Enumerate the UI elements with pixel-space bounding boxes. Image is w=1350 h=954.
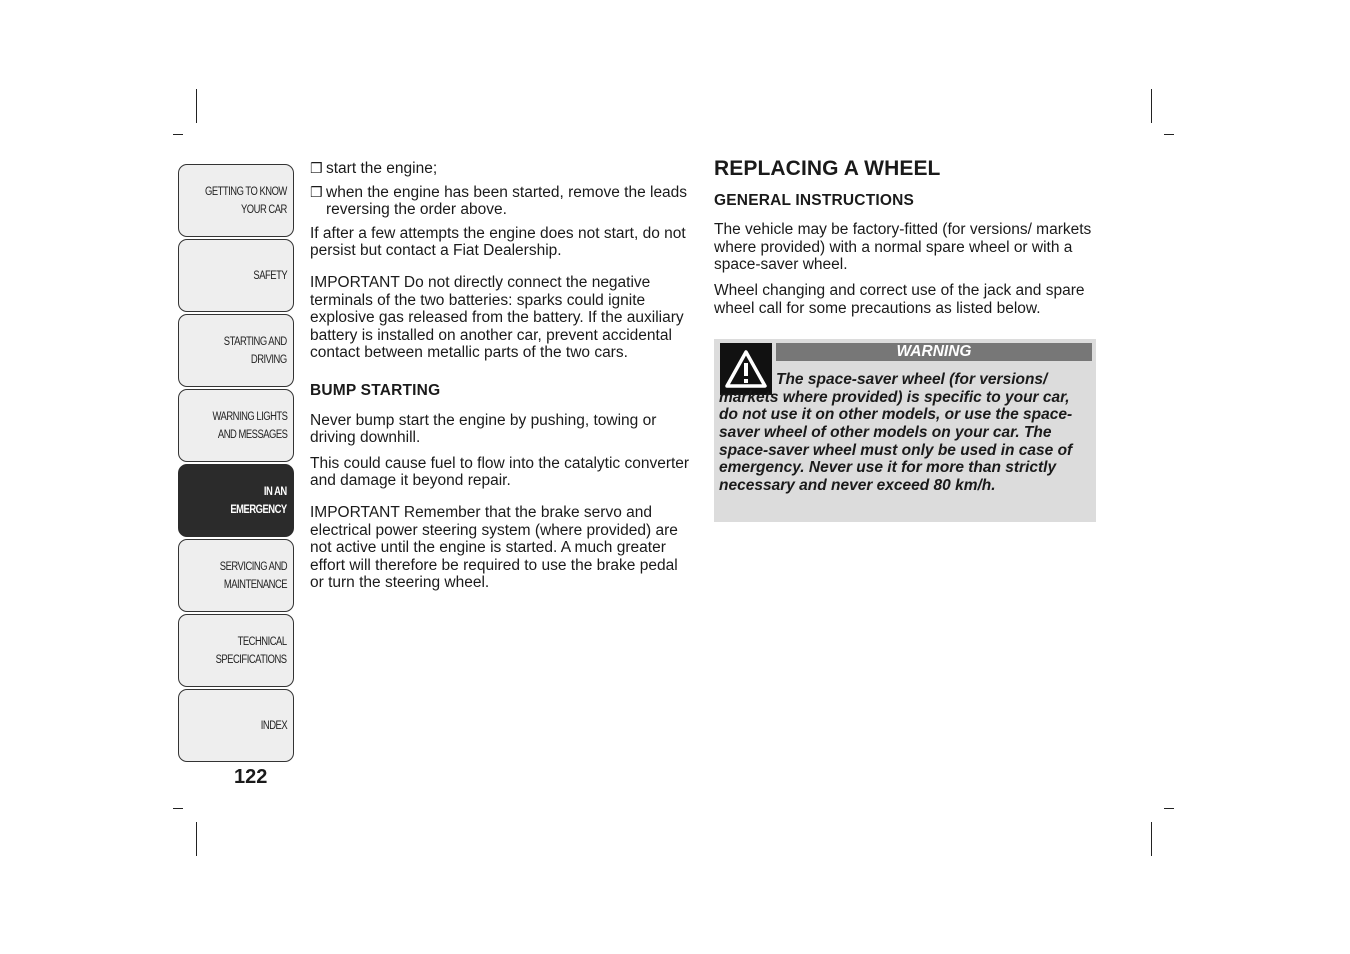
paragraph: The vehicle may be factory-fitted (for versions/ markets where provided) with a normal spare wheel or with a space-saver wheel. (714, 221, 1092, 274)
bullet-text: when the engine has been started, remove the leads reversing the order above. (326, 183, 688, 219)
crop-mark (1151, 822, 1152, 856)
tab-getting-to-know[interactable] (178, 164, 294, 237)
paragraph: This could cause fuel to flow into the catalytic converter and damage it beyond repair. (310, 454, 690, 490)
tab-label: TECHNICAL SPECIFICATIONS (215, 635, 287, 666)
left-column (310, 160, 690, 600)
tab-warning-lights[interactable] (178, 389, 294, 462)
tab-label: IN AN EMERGENCY (230, 485, 287, 516)
crop-mark (1151, 89, 1152, 123)
tab-label: SAFETY (253, 269, 287, 282)
section-heading: GENERAL INSTRUCTIONS (714, 191, 915, 209)
warning-body: The space-saver wheel (for versions/ markets where provided) is specific to your car, do not use it on other models, or use the space-saver wheel of other models on your car. The space-saver wheel must only be used in case of emergency. Never use it for more than strictly necessary and never exceed 80 km/h. (719, 371, 1073, 494)
warning-text (719, 371, 1089, 494)
checkbox-bullet-icon: ❒ (310, 160, 323, 176)
crop-mark (1164, 808, 1174, 809)
tab-label: SERVICING AND MAINTENANCE (219, 560, 287, 591)
important-note: IMPORTANT Do not directly connect the negative terminals of the two batteries: sparks could ignite explosive gas released from the battery. If the auxiliary battery is installed on another car, prevent accidental contact between metallic parts of the two cars. (310, 273, 684, 362)
important-note: IMPORTANT Remember that the brake servo and electrical power steering system (where provided) are not active until the engine is started. A much greater effort will therefore be required to use the brake pedal or turn the steering wheel. (310, 503, 678, 592)
tab-label: GETTING TO KNOW YOUR CAR (205, 185, 287, 216)
list-item (310, 160, 690, 178)
section-heading: BUMP STARTING (310, 381, 441, 399)
crop-mark (173, 808, 183, 809)
tab-starting-and-driving[interactable] (178, 314, 294, 387)
tab-servicing[interactable] (178, 539, 294, 612)
tab-safety[interactable] (178, 239, 294, 312)
checkbox-bullet-icon: ❒ (310, 183, 323, 200)
crop-mark (196, 89, 197, 123)
paragraph: Wheel changing and correct use of the jack and spare wheel call for some precautions as listed below. (714, 281, 1085, 317)
right-column (714, 157, 1096, 522)
tab-index[interactable] (178, 689, 294, 762)
bullet-text: start the engine; (326, 160, 438, 177)
paragraph: If after a few attempts the engine does not start, do not persist but contact a Fiat Dealership. (310, 224, 686, 260)
warning-heading: WARNING (776, 343, 1092, 361)
list-item (310, 184, 690, 219)
tab-technical-specifications[interactable] (178, 614, 294, 687)
crop-mark (196, 822, 197, 856)
tab-label: INDEX (260, 719, 287, 732)
page-number: 122 (234, 766, 268, 788)
warning-box (714, 339, 1096, 522)
tab-label: STARTING AND DRIVING (224, 335, 287, 366)
tab-in-an-emergency[interactable] (178, 464, 294, 537)
paragraph: Never bump start the engine by pushing, towing or driving downhill. (310, 411, 657, 447)
page-title: REPLACING A WHEEL (714, 157, 941, 180)
tab-label: WARNING LIGHTS AND MESSAGES (211, 410, 287, 441)
crop-mark (1164, 134, 1174, 135)
crop-mark (173, 134, 183, 135)
